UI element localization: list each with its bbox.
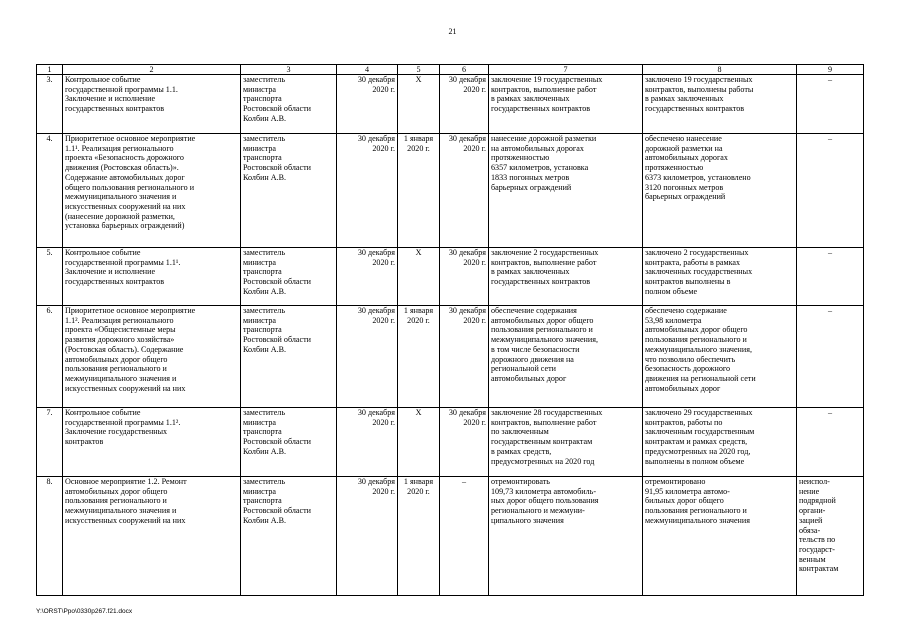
planned-end-date: 30 декабря 2020 г. <box>357 306 395 325</box>
column-header: 9 <box>797 65 864 75</box>
actual-end-date: 30 декабря 2020 г. <box>448 408 486 427</box>
planned-result: заключение 2 государственных контрактов, выполнение работ в рамках заключенных государственных контрактов <box>491 248 599 287</box>
actual-end-date: 30 декабря 2020 г. <box>448 248 486 267</box>
actual-start-date: 1 января 2020 г. <box>403 306 434 325</box>
event-name: Контрольное событие государственной программы 1.1¹. Заключение и исполнение государственных контрактов <box>65 248 181 287</box>
actual-result: обеспечено содержание 53,98 километра автомобильных дорог общего пользования регионального и межмуниципального значения, что позволило обеспечить безопасность дорожного движения на региональной сети автомобильных дорог <box>645 306 756 393</box>
actual-result: отремонтировано 91,95 километра автомо- бильных дорог общего пользования регионального и межмуниципального значения <box>645 477 750 525</box>
column-header: 5 <box>398 65 440 75</box>
event-name: Контрольное событие государственной программы 1.1². Заключение государственных контрактов <box>65 408 181 447</box>
planned-end-date: 30 декабря 2020 г. <box>357 75 395 94</box>
row-number: 5. <box>46 248 53 257</box>
actual-end-date: 30 декабря 2020 г. <box>448 134 486 153</box>
responsible-person: заместитель министра транспорта Ростовской области Колбин А.В. <box>243 477 311 525</box>
column-header: 1 <box>37 65 63 75</box>
event-name: Приоритетное основное мероприятие 1.1². Реализация регионального проекта «Общесистемные меры развития дорожного хозяйства» (Ростовская область). Содержание автомобильных дорог общего пользования регионального и межмуниципального значения и искусственных сооружений на них <box>65 306 196 393</box>
column-header: 2 <box>63 65 241 75</box>
responsible-person: заместитель министра транспорта Ростовской области Колбин А.В. <box>243 248 311 296</box>
column-header: 3 <box>241 65 337 75</box>
responsible-person: заместитель министра транспорта Ростовской области Колбин А.В. <box>243 408 311 456</box>
planned-end-date: 30 декабря 2020 г. <box>357 248 395 267</box>
row-number: 6. <box>46 306 53 315</box>
planned-end-date: 30 декабря 2020 г. <box>357 408 395 427</box>
table-row <box>37 134 864 248</box>
responsible-person: заместитель министра транспорта Ростовской области Колбин А.В. <box>243 306 311 354</box>
actual-end-date: 30 декабря 2020 г. <box>448 75 486 94</box>
column-header: 7 <box>489 65 643 75</box>
column-number-row <box>37 65 864 75</box>
actual-result: заключено 29 государственных контрактов, работы по заключенным государственным контрактам и рамках средств, предусмотренных на 2020 год, выполнены в полном объеме <box>645 408 755 466</box>
responsible-person: заместитель министра транспорта Ростовской области Колбин А.В. <box>243 75 311 123</box>
actual-start-date: X <box>415 248 422 257</box>
non-fulfillment-reason: – <box>827 75 833 84</box>
column-header: 4 <box>337 65 398 75</box>
table-row <box>37 477 864 596</box>
document-file-path: Y:\ORST\Ppo\0330p267.f21.docx <box>36 608 133 615</box>
non-fulfillment-reason: – <box>827 248 833 257</box>
actual-start-date: 1 января 2020 г. <box>403 134 434 153</box>
event-name: Основное мероприятие 1.2. Ремонт автомобильных дорог общего пользования регионального и межмуниципального значения и искусственных сооружений на них <box>65 477 187 525</box>
event-name: Приоритетное основное мероприятие 1.1¹. Реализация регионального проекта «Безопасность дорожного движения (Ростовская область)». Содержание автомобильных дорог общего пользования регионального и межмуниципального значения и искусственных сооружений на них (нанесение дорожной разметки, установка барьерных ограждений) <box>65 134 196 231</box>
table-row <box>37 75 864 134</box>
planned-result: нанесение дорожной разметки на автомобильных дорогах протяженностью 6357 километров, установка 1833 погонных метров барьерных ограждений <box>491 134 597 192</box>
row-number: 4. <box>46 134 53 143</box>
planned-result: заключение 19 государственных контрактов, выполнение работ в рамках заключенных государственных контрактов <box>491 75 603 114</box>
column-header: 8 <box>643 65 797 75</box>
row-number: 7. <box>46 408 53 417</box>
planned-end-date: 30 декабря 2020 г. <box>357 477 395 496</box>
row-number: 3. <box>46 75 53 84</box>
responsible-person: заместитель министра транспорта Ростовской области Колбин А.В. <box>243 134 311 182</box>
non-fulfillment-reason: – <box>827 134 833 143</box>
actual-start-date: 1 января 2020 г. <box>403 477 434 496</box>
row-number: 8. <box>46 477 53 486</box>
non-fulfillment-reason: – <box>827 408 833 417</box>
actual-start-date: X <box>415 408 422 417</box>
actual-result: заключено 19 государственных контрактов, выполнены работы в рамках заключенных государственных контрактов <box>645 75 754 114</box>
planned-result: обеспечение содержания автомобильных дорог общего пользования регионального и межмуниципального значения, в том числе безопасности дорожного движения на региональной сети автомобильных дорог <box>491 306 598 383</box>
page-number: 21 <box>448 27 457 36</box>
actual-end-date: – <box>461 477 467 486</box>
table-row <box>37 408 864 477</box>
actual-start-date: X <box>415 75 422 84</box>
planned-result: заключение 28 государственных контрактов, выполнение работ по заключенным государственным контрактам в рамках средств, предусмотренных на 2020 год <box>491 408 603 466</box>
event-name: Контрольное событие государственной программы 1.1. Заключение и исполнение государственных контрактов <box>65 75 178 114</box>
table-row <box>37 306 864 408</box>
non-fulfillment-reason: – <box>827 306 833 315</box>
actual-end-date: 30 декабря 2020 г. <box>448 306 486 325</box>
planned-result: отремонтировать 109,73 километра автомобиль- ных дорог общего пользования регионального и межмуни- ципального значения <box>491 477 599 525</box>
non-fulfillment-reason: неиспол- нение подрядной органи- зацией обяза- тельств по государст- венным контрактам <box>799 477 839 574</box>
column-header: 6 <box>440 65 489 75</box>
actual-result: заключено 2 государственных контракта, работы в рамках заключенных государственных контрактов выполнены в полном объеме <box>645 248 753 296</box>
table-row <box>37 248 864 306</box>
report-table <box>36 64 864 596</box>
planned-end-date: 30 декабря 2020 г. <box>357 134 395 153</box>
actual-result: обеспечено нанесение дорожной разметки на автомобильных дорогах протяженностью 6373 километров, установлено 3120 погонных метров барьерных ограждений <box>645 134 751 202</box>
